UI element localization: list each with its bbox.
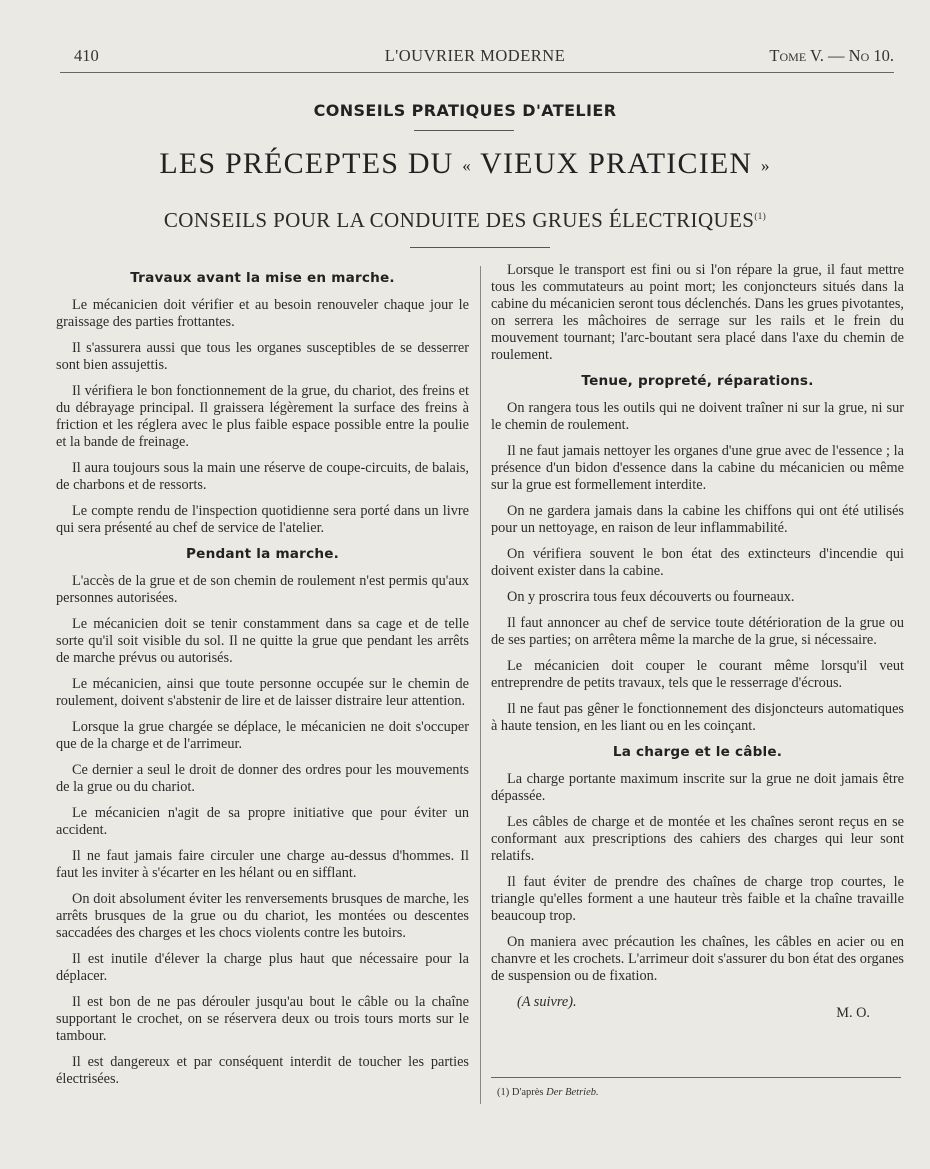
paragraph: Il est bon de ne pas dérouler jusqu'au bout le câble ou la chaîne supportant le crochet, on se réservera deux ou trois tours morts sur le tambour. [56,994,469,1044]
paragraph: Le mécanicien doit vérifier et au besoin renouveler chaque jour le graissage des parties frottantes. [56,297,469,330]
subtitle-rule [410,247,550,248]
title-quoted: VIEUX PRATICIEN [471,147,761,180]
footnote-mark: (1) D'après [497,1087,544,1098]
header-rule [60,72,894,73]
paragraph: Il ne faut jamais nettoyer les organes d'une grue avec de l'essence ; la présence d'un bidon d'essence dans la cabine du mécanicien ou même sur la grue est formellement interdite. [491,443,904,493]
title-quote-open: « [462,156,472,176]
paragraph: Il vérifiera le bon fonctionnement de la grue, du chariot, des freins et du débrayage principal. Il graissera légèrement la surface des freins à friction et les réglera avec le plus faible espace possible entre la poulie et la bande de freinage. [56,383,469,450]
kicker-rule [414,130,514,131]
paragraph: Le compte rendu de l'inspection quotidienne sera porté dans un livre qui sera présenté au chef de service de l'atelier. [56,503,469,536]
to-follow-note: (A suivre). [517,994,577,1010]
section-heading: Tenue, propreté, réparations. [581,373,814,389]
paragraph: Il s'assurera aussi que tous les organes susceptibles de se desserrer sont bien assujettis. [56,340,469,373]
footnote-rule [491,1077,901,1078]
paragraph: Il ne faut jamais faire circuler une charge au-dessus d'hommes. Il faut les inviter à s'écarter en les hélant ou en sifflant. [56,848,469,881]
footnote-ref: (1) [754,211,767,221]
issue-label: Tome V. — No 10. [769,46,894,65]
page-number: 410 [74,46,99,65]
section-heading: La charge et le câble. [612,744,783,760]
paragraph: On ne gardera jamais dans la cabine les chiffons qui ont été utilisés pour un nettoyage, en raison de leur inflammabilité. [491,503,904,536]
paragraph: On maniera avec précaution les chaînes, les câbles en acier ou en chanvre et les crochets. L'arrimeur doit s'assurer du bon état des organes de suspension ou de fixation. [491,934,904,984]
subtitle-text: CONSEILS POUR LA CONDUITE DES GRUES ÉLECTRIQUES [163,208,755,232]
paragraph: On vérifiera souvent le bon état des extincteurs d'incendie qui doivent exister dans la cabine. [491,546,904,579]
article-title [0,147,930,181]
column-divider [480,266,481,1104]
paragraph: On doit absolument éviter les renversements brusques de marche, les arrêts brusques de la grue ou du chariot, les montées ou descentes saccadées des charges et les chocs violents contre les butoirs. [56,891,469,941]
running-header [56,46,894,72]
paragraph: Il faut éviter de prendre des chaînes de charge trop courtes, le triangle qu'elles forment a une hauteur très faible et la chaîne travaille beaucoup trop. [491,874,904,924]
paragraph: Le mécanicien n'agit de sa propre initiative que pour éviter un accident. [56,805,469,838]
paragraph: Il est dangereux et par conséquent interdit de toucher les parties électrisées. [56,1054,469,1087]
paragraph: La charge portante maximum inscrite sur la grue ne doit jamais être dépassée. [491,771,904,804]
paragraph: Il est inutile d'élever la charge plus haut que nécessaire pour la déplacer. [56,951,469,984]
article-subtitle [0,208,930,233]
footnote [497,1087,599,1098]
paragraph: Il faut annoncer au chef de service toute détérioration de la grue ou de ses parties; on arrêtera même la marche de la grue, si nécessaire. [491,615,904,648]
paragraph: Le mécanicien, ainsi que toute personne occupée sur le chemin de roulement, doivent s'abstenir de lire et de laisser distraire leur attention. [56,676,469,709]
footnote-source: Der Betrieb. [546,1087,599,1098]
paragraph: Les câbles de charge et de montée et les chaînes seront reçus en se conformant aux prescriptions des cahiers des charges qui leur sont relatifs. [491,814,904,864]
title-quote-close: » [760,156,771,176]
section-kicker: CONSEILS PRATIQUES D'ATELIER [313,101,617,120]
paragraph: Ce dernier a seul le droit de donner des ordres pour les mouvements de la grue ou du chariot. [56,762,469,795]
paragraph: Lorsque le transport est fini ou si l'on répare la grue, il faut mettre tous les commutateurs au point mort; les conjoncteurs situés dans la cabine du mécanicien seront tous déclenchés. Dans les grues pivotantes, on serrera les mâchoires de serrage sur les rails et le frein du mouvement tournant; l'arc-boutant sera placé dans l'axe du chemin de roulement. [491,262,904,363]
right-column [491,262,904,1031]
paragraph: Le mécanicien doit se tenir constamment dans sa cage et de telle sorte qu'il soit visible du sol. Il ne quitte la grue que pendant les arrêts de marche prévus ou autorisés. [56,616,469,666]
section-heading: Travaux avant la mise en marche. [130,270,395,286]
paragraph: On y proscrira tous feux découverts ou fourneaux. [507,589,795,605]
section-heading: Pendant la marche. [186,546,339,562]
left-column [56,262,469,1097]
author-signature: M. O. [836,1005,870,1021]
paragraph: L'accès de la grue et de son chemin de roulement n'est permis qu'aux personnes autorisées. [56,573,469,606]
journal-title: L'OUVRIER MODERNE [384,46,566,65]
paragraph: Le mécanicien doit couper le courant même lorsqu'il veut entreprendre de petits travaux, tels que le resserrage d'écrous. [491,658,904,691]
title-part: LES PRÉCEPTES DU [159,147,463,180]
paragraph: Il ne faut pas gêner le fonctionnement des disjoncteurs automatiques à haute tension, en les liant ou en les coinçant. [491,701,904,734]
paragraph: Il aura toujours sous la main une réserve de coupe-circuits, de balais, de charbons et de ressorts. [56,460,469,493]
paragraph: On rangera tous les outils qui ne doivent traîner ni sur la grue, ni sur le chemin de roulement. [491,400,904,433]
paragraph: Lorsque la grue chargée se déplace, le mécanicien ne doit s'occuper que de la charge et de l'arrimeur. [56,719,469,752]
